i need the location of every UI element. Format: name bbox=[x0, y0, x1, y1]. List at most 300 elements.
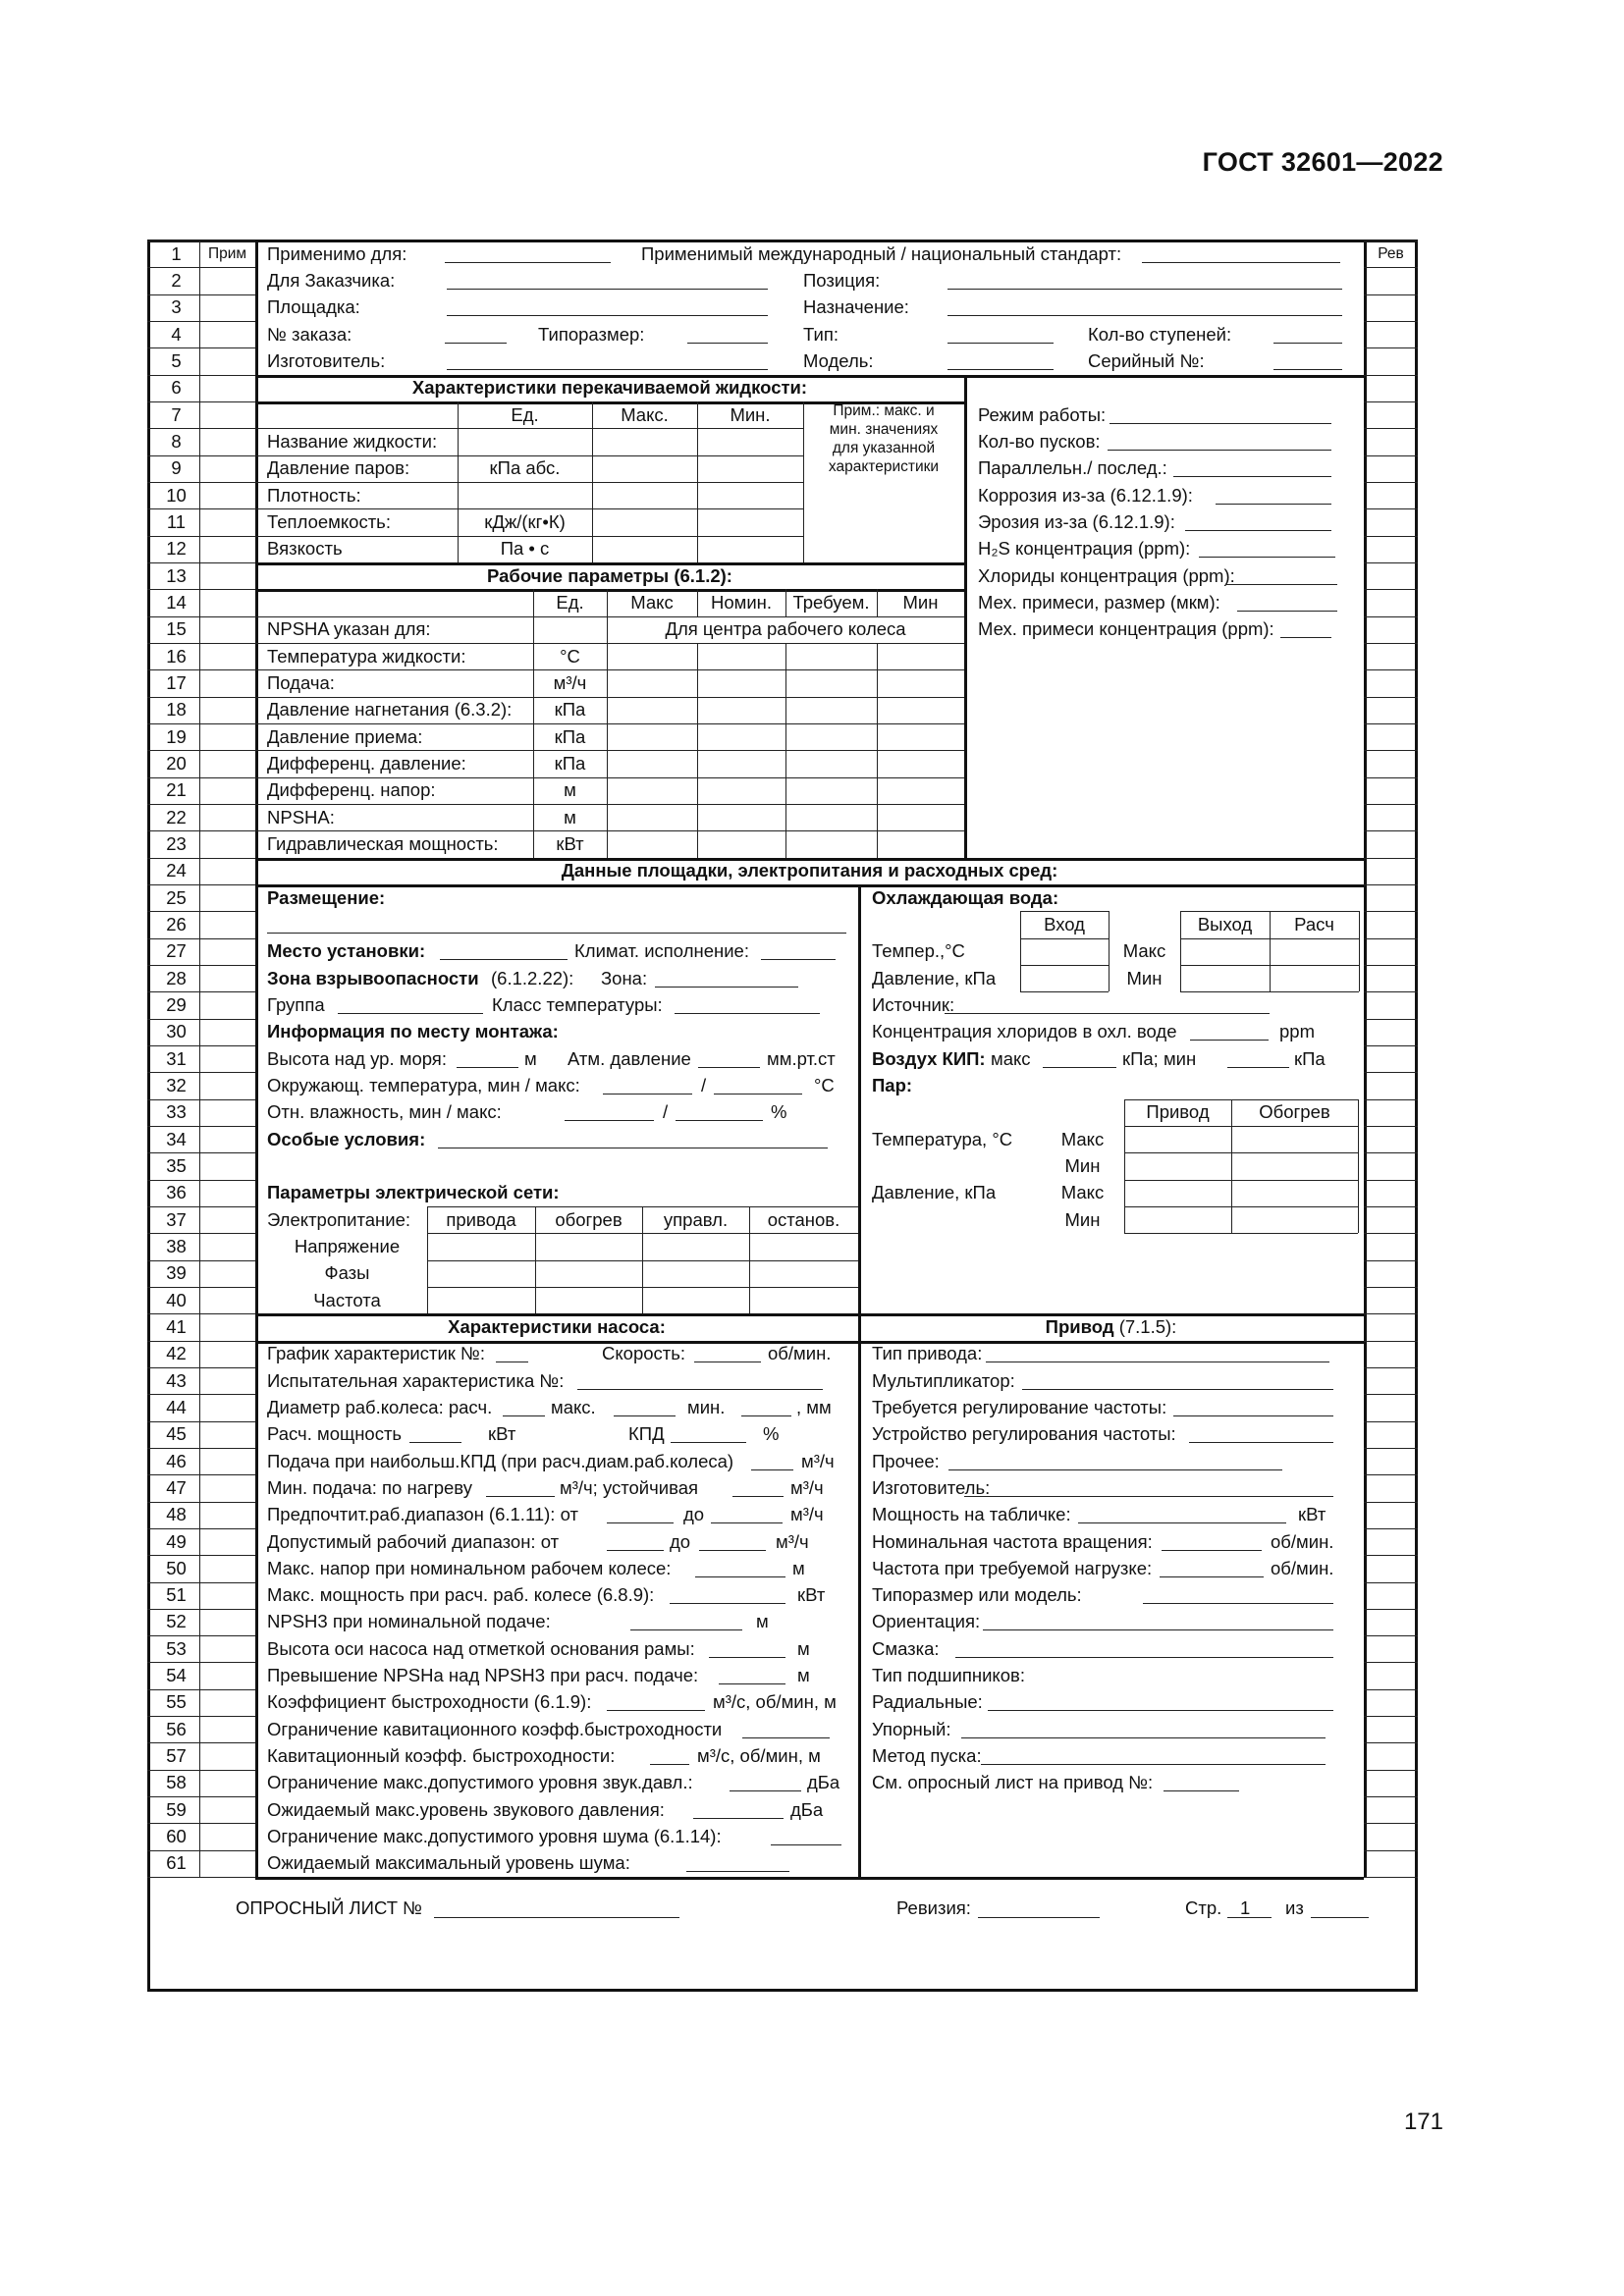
grid-line bbox=[255, 536, 803, 537]
row-number: 57 bbox=[166, 1745, 187, 1767]
row-number: 35 bbox=[166, 1154, 187, 1176]
to-label: до bbox=[683, 1504, 705, 1525]
customer-label: Для Заказчика: bbox=[267, 269, 396, 291]
unit-kpa-abs: кПа абс. bbox=[489, 457, 561, 479]
grid-line bbox=[147, 1823, 255, 1824]
grid-line bbox=[1364, 1206, 1418, 1207]
fill-in-field[interactable] bbox=[695, 1576, 785, 1577]
grid-line bbox=[1364, 240, 1367, 1877]
fill-in-field[interactable] bbox=[1078, 1522, 1286, 1523]
fill-in-field[interactable] bbox=[447, 289, 768, 290]
fill-in-field[interactable] bbox=[614, 1415, 676, 1416]
grid-line bbox=[147, 1689, 255, 1690]
fill-in-field[interactable] bbox=[1143, 1603, 1333, 1604]
grid-line bbox=[147, 1796, 255, 1797]
row-number: 28 bbox=[166, 967, 187, 988]
service-condition-label: Параллельн./ послед.: bbox=[978, 457, 1167, 479]
drive-field-label: Упорный: bbox=[872, 1718, 951, 1739]
row-number: 58 bbox=[166, 1772, 187, 1793]
row-number: 50 bbox=[166, 1557, 187, 1578]
slash: / bbox=[663, 1101, 669, 1123]
grid-line bbox=[1364, 536, 1418, 537]
service-condition-label: H₂S концентрация (ppm): bbox=[978, 538, 1191, 560]
fill-in-field[interactable] bbox=[771, 1844, 841, 1845]
m3h-unit: м³/ч bbox=[790, 1476, 824, 1498]
grid-line bbox=[147, 1850, 255, 1851]
steam-temp-label: Температура, °С bbox=[872, 1128, 1013, 1149]
fill-in-field[interactable] bbox=[1216, 504, 1331, 505]
row-number: 59 bbox=[166, 1798, 187, 1820]
grid-line bbox=[255, 804, 964, 805]
grid-line bbox=[147, 1072, 255, 1073]
fill-in-field[interactable] bbox=[686, 1871, 789, 1872]
instrument-air-label: Воздух КИП: bbox=[872, 1047, 986, 1069]
grid-line bbox=[255, 455, 803, 456]
fluid-characteristics-heading: Характеристики перекачиваемой жидкости: bbox=[411, 377, 808, 399]
row-number: 23 bbox=[166, 832, 187, 854]
mm-unit: , мм bbox=[796, 1396, 832, 1417]
steam-pressure-label: Давление, кПа bbox=[872, 1182, 997, 1203]
test-curve-label: Испытательная характеристика №: bbox=[267, 1369, 565, 1391]
grid-line bbox=[147, 1099, 255, 1100]
grid-line bbox=[1364, 562, 1418, 563]
page-value: 1 bbox=[1240, 1897, 1251, 1919]
ppm-unit: ppm bbox=[1279, 1021, 1315, 1042]
dba-unit: дБа bbox=[790, 1798, 824, 1820]
fill-in-field[interactable] bbox=[988, 1710, 1333, 1711]
fill-in-field[interactable] bbox=[741, 1415, 791, 1416]
fill-in-field[interactable] bbox=[1110, 423, 1331, 424]
installation-label: Место установки: bbox=[267, 940, 426, 962]
row-number: 46 bbox=[166, 1450, 187, 1471]
grid-line bbox=[1364, 1850, 1418, 1851]
grid-line bbox=[1364, 1260, 1418, 1261]
drive-field-label: См. опросный лист на привод №: bbox=[872, 1772, 1154, 1793]
serial-label: Серийный №: bbox=[1088, 349, 1205, 371]
grid-line bbox=[1364, 911, 1418, 912]
fill-in-field[interactable] bbox=[607, 1710, 705, 1711]
fill-in-field[interactable] bbox=[676, 1120, 763, 1121]
fill-in-field[interactable] bbox=[565, 1120, 654, 1121]
unit-cell: м bbox=[564, 779, 576, 801]
expected-noise-pressure-label: Ожидаемый макс.уровень звукового давления: bbox=[267, 1798, 665, 1820]
drive-field-label: Прочее: bbox=[872, 1450, 940, 1471]
heating-col-header: обогрев bbox=[555, 1208, 623, 1230]
temp-class-label: Класс температуры: bbox=[492, 993, 663, 1015]
type-label: Тип: bbox=[803, 323, 839, 345]
fill-in-field[interactable] bbox=[1108, 450, 1331, 451]
grid-line bbox=[147, 562, 255, 563]
fill-in-field[interactable] bbox=[675, 1013, 820, 1014]
allowable-range-label: Допустимый рабочий диапазон: от bbox=[267, 1530, 560, 1552]
grid-line bbox=[147, 321, 255, 322]
fill-in-field[interactable] bbox=[267, 933, 846, 934]
max-power-label: Макс. мощность при расч. раб. колесе (6.8.9): bbox=[267, 1584, 655, 1606]
min-label: Мин bbox=[1126, 967, 1163, 988]
fill-in-field[interactable] bbox=[761, 959, 836, 960]
density-label: Плотность: bbox=[267, 484, 361, 506]
humidity-label: Отн. влажность, мин / макс: bbox=[267, 1101, 502, 1123]
row-number: 22 bbox=[166, 806, 187, 828]
fill-in-field[interactable] bbox=[577, 1389, 823, 1390]
fill-in-field[interactable] bbox=[1173, 476, 1331, 477]
expected-noise-label: Ожидаемый максимальный уровень шума: bbox=[267, 1852, 630, 1874]
chloride-label: Концентрация хлоридов в охл. воде bbox=[872, 1021, 1177, 1042]
note-line: для указанной bbox=[832, 439, 936, 456]
calc-col-header: Расч bbox=[1294, 913, 1334, 934]
fill-in-field[interactable] bbox=[457, 1067, 518, 1068]
fill-in-field[interactable] bbox=[1173, 1415, 1333, 1416]
drive-field-label: Требуется регулирование частоты: bbox=[872, 1396, 1167, 1417]
grid-line bbox=[147, 267, 255, 268]
grid-line bbox=[147, 1742, 255, 1743]
max-col-header: Макс bbox=[630, 591, 674, 613]
m-unit: м bbox=[797, 1665, 810, 1686]
grid-line bbox=[1358, 1099, 1359, 1234]
drive-field-label: Метод пуска: bbox=[872, 1745, 982, 1767]
site-label: Площадка: bbox=[267, 296, 360, 318]
grid-line bbox=[1364, 1502, 1418, 1503]
grid-line bbox=[1364, 1099, 1418, 1100]
grid-line bbox=[1364, 1233, 1418, 1234]
grid-line bbox=[1124, 1126, 1358, 1127]
fill-in-field[interactable] bbox=[671, 1442, 746, 1443]
power-supply-label: Электропитание: bbox=[267, 1208, 411, 1230]
grid-line bbox=[147, 1233, 255, 1234]
grid-line bbox=[1364, 1609, 1418, 1610]
to-label: до bbox=[670, 1530, 691, 1552]
service-condition-label: Кол-во пусков: bbox=[978, 430, 1101, 452]
fill-in-field[interactable] bbox=[1043, 1067, 1116, 1068]
drive-field-label: Тип привода: bbox=[872, 1343, 983, 1364]
fill-in-field[interactable] bbox=[687, 343, 768, 344]
grid-line bbox=[255, 1313, 1364, 1316]
grid-line bbox=[255, 723, 964, 724]
fill-in-field[interactable] bbox=[699, 1550, 766, 1551]
cw-pressure-label: Давление, кПа bbox=[872, 967, 997, 988]
grid-line bbox=[1364, 1877, 1418, 1878]
fill-in-field[interactable] bbox=[978, 1917, 1100, 1918]
fill-in-field[interactable] bbox=[1160, 1576, 1264, 1577]
grid-line bbox=[1364, 1045, 1418, 1046]
grid-line bbox=[147, 589, 255, 590]
grid-line bbox=[147, 482, 255, 483]
row-number: 33 bbox=[166, 1101, 187, 1123]
service-condition-label: Мех. примеси концентрация (ppm): bbox=[978, 618, 1274, 640]
fill-in-field[interactable] bbox=[1185, 530, 1331, 531]
air-min-label: кПа; мин bbox=[1122, 1047, 1197, 1069]
manufacturer-label: Изготовитель: bbox=[267, 349, 386, 371]
applicable-for-label: Применимо для: bbox=[267, 242, 407, 264]
row-number: 1 bbox=[171, 242, 182, 264]
grid-line bbox=[1364, 1341, 1418, 1342]
grid-line bbox=[1364, 697, 1418, 698]
grid-line bbox=[147, 1662, 255, 1663]
zone-label: Зона: bbox=[601, 967, 648, 988]
grid-line bbox=[1364, 1582, 1418, 1583]
heating-col-header: Обогрев bbox=[1259, 1101, 1330, 1123]
placement-label: Размещение: bbox=[267, 886, 386, 908]
row-number: 40 bbox=[166, 1289, 187, 1310]
grid-line bbox=[147, 1313, 255, 1314]
fill-in-field[interactable] bbox=[698, 1067, 760, 1068]
unit-cell: кПа bbox=[554, 699, 586, 721]
grid-line bbox=[147, 643, 255, 644]
fill-in-field[interactable] bbox=[964, 1496, 1333, 1497]
fill-in-field[interactable] bbox=[947, 315, 1342, 316]
row-number: 5 bbox=[171, 349, 182, 371]
grid-line bbox=[147, 1528, 255, 1529]
row-number: 10 bbox=[166, 484, 187, 506]
fill-in-field[interactable] bbox=[440, 959, 568, 960]
drive-col-header: привода bbox=[446, 1208, 516, 1230]
fill-in-field[interactable] bbox=[981, 1764, 1326, 1765]
fill-in-field[interactable] bbox=[948, 1469, 1282, 1470]
fill-in-field[interactable] bbox=[947, 289, 1342, 290]
fill-in-field[interactable] bbox=[445, 343, 507, 344]
drive-field-label: Мультипликатор: bbox=[872, 1369, 1015, 1391]
drive-field-label: Мощность на табличке: bbox=[872, 1504, 1071, 1525]
row-number: 54 bbox=[166, 1665, 187, 1686]
fill-in-field[interactable] bbox=[742, 1737, 830, 1738]
m-unit: м bbox=[792, 1557, 805, 1578]
unit-cell: кПа bbox=[554, 752, 586, 774]
fill-in-field[interactable] bbox=[1190, 1040, 1269, 1041]
fill-in-field[interactable] bbox=[409, 1442, 461, 1443]
fill-in-field[interactable] bbox=[650, 1764, 689, 1765]
fill-in-field[interactable] bbox=[719, 1683, 785, 1684]
grid-line bbox=[255, 830, 964, 831]
stages-label: Кол-во ступеней: bbox=[1088, 323, 1232, 345]
req-col-header: Требуем. bbox=[792, 591, 870, 613]
grid-line bbox=[1364, 1448, 1418, 1449]
row-number: 17 bbox=[166, 671, 187, 693]
model-label: Модель: bbox=[803, 349, 874, 371]
row-number: 8 bbox=[171, 430, 182, 452]
row-number: 4 bbox=[171, 323, 182, 345]
flow-label: Подача: bbox=[267, 671, 335, 693]
grid-line bbox=[147, 1045, 255, 1046]
grid-line bbox=[1364, 884, 1418, 885]
row-number: 25 bbox=[166, 886, 187, 908]
kw-unit: кВт bbox=[488, 1423, 516, 1445]
drive-heading-text: Привод bbox=[1045, 1315, 1114, 1337]
grid-line bbox=[147, 911, 255, 912]
fill-in-field[interactable] bbox=[338, 1013, 483, 1014]
grid-line bbox=[147, 401, 255, 402]
min-label: мин. bbox=[687, 1396, 726, 1417]
fill-in-field[interactable] bbox=[630, 1629, 742, 1630]
noise-pressure-limit-label: Ограничение макс.допустимого уровня звук.давл.: bbox=[267, 1772, 693, 1793]
document-code: ГОСТ 32601—2022 bbox=[1202, 147, 1443, 177]
drive-field-label: Изготовитель: bbox=[872, 1476, 991, 1498]
fill-in-field[interactable] bbox=[1280, 637, 1331, 638]
fill-in-field[interactable] bbox=[1225, 584, 1337, 585]
grid-line bbox=[1364, 1555, 1418, 1556]
grid-line bbox=[1364, 589, 1418, 590]
grid-line bbox=[147, 830, 255, 831]
efficiency-label: КПД bbox=[628, 1423, 665, 1445]
fill-in-field[interactable] bbox=[961, 1737, 1326, 1738]
grid-line bbox=[1124, 1206, 1358, 1207]
max-label: Макс bbox=[1060, 1128, 1105, 1149]
fill-in-field[interactable] bbox=[947, 369, 1054, 370]
fill-in-field[interactable] bbox=[1273, 343, 1342, 344]
min-col-header: Мин bbox=[902, 591, 939, 613]
fill-in-field[interactable] bbox=[1199, 557, 1335, 558]
fill-in-field[interactable] bbox=[1273, 369, 1342, 370]
fill-in-field[interactable] bbox=[955, 1657, 1333, 1658]
row-number: 2 bbox=[171, 269, 182, 291]
page-label: Стр. bbox=[1185, 1897, 1222, 1919]
slash: / bbox=[701, 1074, 707, 1095]
fill-in-field[interactable] bbox=[1237, 611, 1337, 612]
grid-line bbox=[255, 428, 803, 429]
grid-line bbox=[1364, 1716, 1418, 1717]
fill-in-field[interactable] bbox=[693, 1818, 784, 1819]
grid-line bbox=[147, 1502, 255, 1503]
drive-field-label: Частота при требуемой нагрузке: bbox=[872, 1557, 1153, 1578]
row-number: 20 bbox=[166, 752, 187, 774]
row-number: 7 bbox=[171, 403, 182, 425]
row-number: 30 bbox=[166, 1021, 187, 1042]
fill-in-field[interactable] bbox=[732, 1496, 784, 1497]
grid-line bbox=[1364, 830, 1418, 831]
fill-in-field[interactable] bbox=[434, 1917, 679, 1918]
impeller-dia-label: Диаметр раб.колеса: расч. bbox=[267, 1396, 493, 1417]
fill-in-field[interactable] bbox=[603, 1094, 692, 1095]
fill-in-field[interactable] bbox=[751, 1469, 793, 1470]
unit-viscosity: Па • с bbox=[500, 538, 550, 560]
fill-in-field[interactable] bbox=[655, 987, 798, 988]
row-number: 24 bbox=[166, 860, 187, 881]
max-label: Макс bbox=[1060, 1182, 1105, 1203]
grid-line bbox=[1364, 643, 1418, 644]
atm-pressure-label: Атм. давление bbox=[568, 1047, 691, 1069]
fill-in-field[interactable] bbox=[503, 1415, 545, 1416]
operating-params-heading: Рабочие параметры (6.1.2): bbox=[487, 564, 732, 586]
fill-in-field[interactable] bbox=[1311, 1917, 1369, 1918]
fill-in-field[interactable] bbox=[447, 315, 768, 316]
grid-line bbox=[1364, 428, 1418, 429]
grid-line bbox=[1364, 1635, 1418, 1636]
hazardous-zone-label: Зона взрывоопасности bbox=[267, 967, 479, 988]
fill-in-field[interactable] bbox=[1227, 1067, 1289, 1068]
grid-line bbox=[1364, 1742, 1418, 1743]
phases-label: Фазы bbox=[324, 1262, 370, 1284]
grid-line bbox=[1124, 1180, 1358, 1181]
grid-line bbox=[255, 669, 964, 670]
grid-line bbox=[147, 1635, 255, 1636]
shutdown-col-header: останов. bbox=[767, 1208, 840, 1230]
fill-in-field[interactable] bbox=[947, 343, 1054, 344]
fill-in-field[interactable] bbox=[714, 1094, 802, 1095]
impeller-center-label: Для центра рабочего колеса bbox=[665, 618, 906, 640]
row-number: 45 bbox=[166, 1423, 187, 1445]
discharge-pressure-label: Давление нагнетания (6.3.2): bbox=[267, 699, 513, 721]
row-number: 34 bbox=[166, 1128, 187, 1149]
drive-field-label: Номинальная частота вращения: bbox=[872, 1530, 1153, 1552]
page-number: 171 bbox=[1403, 2109, 1443, 2135]
fill-in-field[interactable] bbox=[1189, 1442, 1333, 1443]
grid-line bbox=[147, 1582, 255, 1583]
service-condition-label: Мех. примеси, размер (мкм): bbox=[978, 591, 1220, 613]
grid-line bbox=[147, 938, 255, 939]
fill-in-field[interactable] bbox=[486, 1496, 555, 1497]
shaft-height-label: Высота оси насоса над отметкой основания рамы: bbox=[267, 1637, 695, 1659]
grid-line bbox=[964, 375, 967, 858]
celsius-unit: °С bbox=[814, 1074, 835, 1095]
grid-line bbox=[1124, 1233, 1358, 1234]
service-condition-label: Хлориды концентрация (ppm): bbox=[978, 564, 1235, 586]
grid-line bbox=[255, 508, 803, 509]
fill-in-field[interactable] bbox=[1022, 1389, 1333, 1390]
percent-unit: % bbox=[763, 1423, 780, 1445]
row-number: 18 bbox=[166, 699, 187, 721]
grid-line bbox=[1364, 1474, 1418, 1475]
fill-in-field[interactable] bbox=[709, 1657, 785, 1658]
grid-line bbox=[255, 697, 964, 698]
fill-in-field[interactable] bbox=[607, 1550, 664, 1551]
grid-line bbox=[1364, 1126, 1418, 1127]
grid-line bbox=[1364, 1662, 1418, 1663]
grid-line bbox=[1364, 723, 1418, 724]
grid-line bbox=[1364, 777, 1418, 778]
fill-in-field[interactable] bbox=[945, 1013, 1270, 1014]
grid-line bbox=[255, 643, 964, 644]
grid-line bbox=[1364, 1367, 1418, 1368]
grid-line bbox=[1020, 965, 1109, 966]
grid-line bbox=[1364, 347, 1418, 348]
grid-line bbox=[1364, 1689, 1418, 1690]
diff-pressure-label: Дифференц. давление: bbox=[267, 752, 466, 774]
grid-line bbox=[1364, 669, 1418, 670]
row-number: 39 bbox=[166, 1262, 187, 1284]
fill-in-field[interactable] bbox=[1142, 262, 1340, 263]
grid-line bbox=[1364, 938, 1418, 939]
pump-characteristics-heading: Характеристики насоса: bbox=[448, 1315, 666, 1337]
fill-in-field[interactable] bbox=[445, 262, 611, 263]
fill-in-field[interactable] bbox=[607, 1522, 674, 1523]
grid-line bbox=[1364, 991, 1418, 992]
grid-line bbox=[1364, 294, 1418, 295]
grid-line bbox=[255, 777, 964, 778]
heat-capacity-label: Теплоемкость: bbox=[267, 510, 391, 532]
row-number: 42 bbox=[166, 1343, 187, 1364]
power-params-label: Параметры электрической сети: bbox=[267, 1182, 560, 1203]
order-label: № заказа: bbox=[267, 323, 352, 345]
inlet-col-header: Вход bbox=[1044, 913, 1085, 934]
fill-in-field[interactable] bbox=[1162, 1550, 1262, 1551]
fill-in-field[interactable] bbox=[983, 1629, 1333, 1630]
fill-in-field[interactable] bbox=[1164, 1790, 1239, 1791]
grid-line bbox=[1364, 1019, 1418, 1020]
grid-line bbox=[147, 804, 255, 805]
fill-in-field[interactable] bbox=[711, 1522, 783, 1523]
mmhg-unit: мм.рт.ст bbox=[767, 1047, 836, 1069]
grid-line bbox=[255, 240, 258, 1877]
fill-in-field[interactable] bbox=[447, 369, 768, 370]
grid-line bbox=[147, 991, 255, 992]
row-number: 15 bbox=[166, 618, 187, 640]
grid-line bbox=[147, 697, 255, 698]
fill-in-field[interactable] bbox=[730, 1790, 801, 1791]
fill-in-field[interactable] bbox=[670, 1603, 785, 1604]
grid-line bbox=[255, 750, 964, 751]
grid-line bbox=[147, 669, 255, 670]
row-number: 56 bbox=[166, 1718, 187, 1739]
cooling-water-label: Охлаждающая вода: bbox=[872, 886, 1059, 908]
